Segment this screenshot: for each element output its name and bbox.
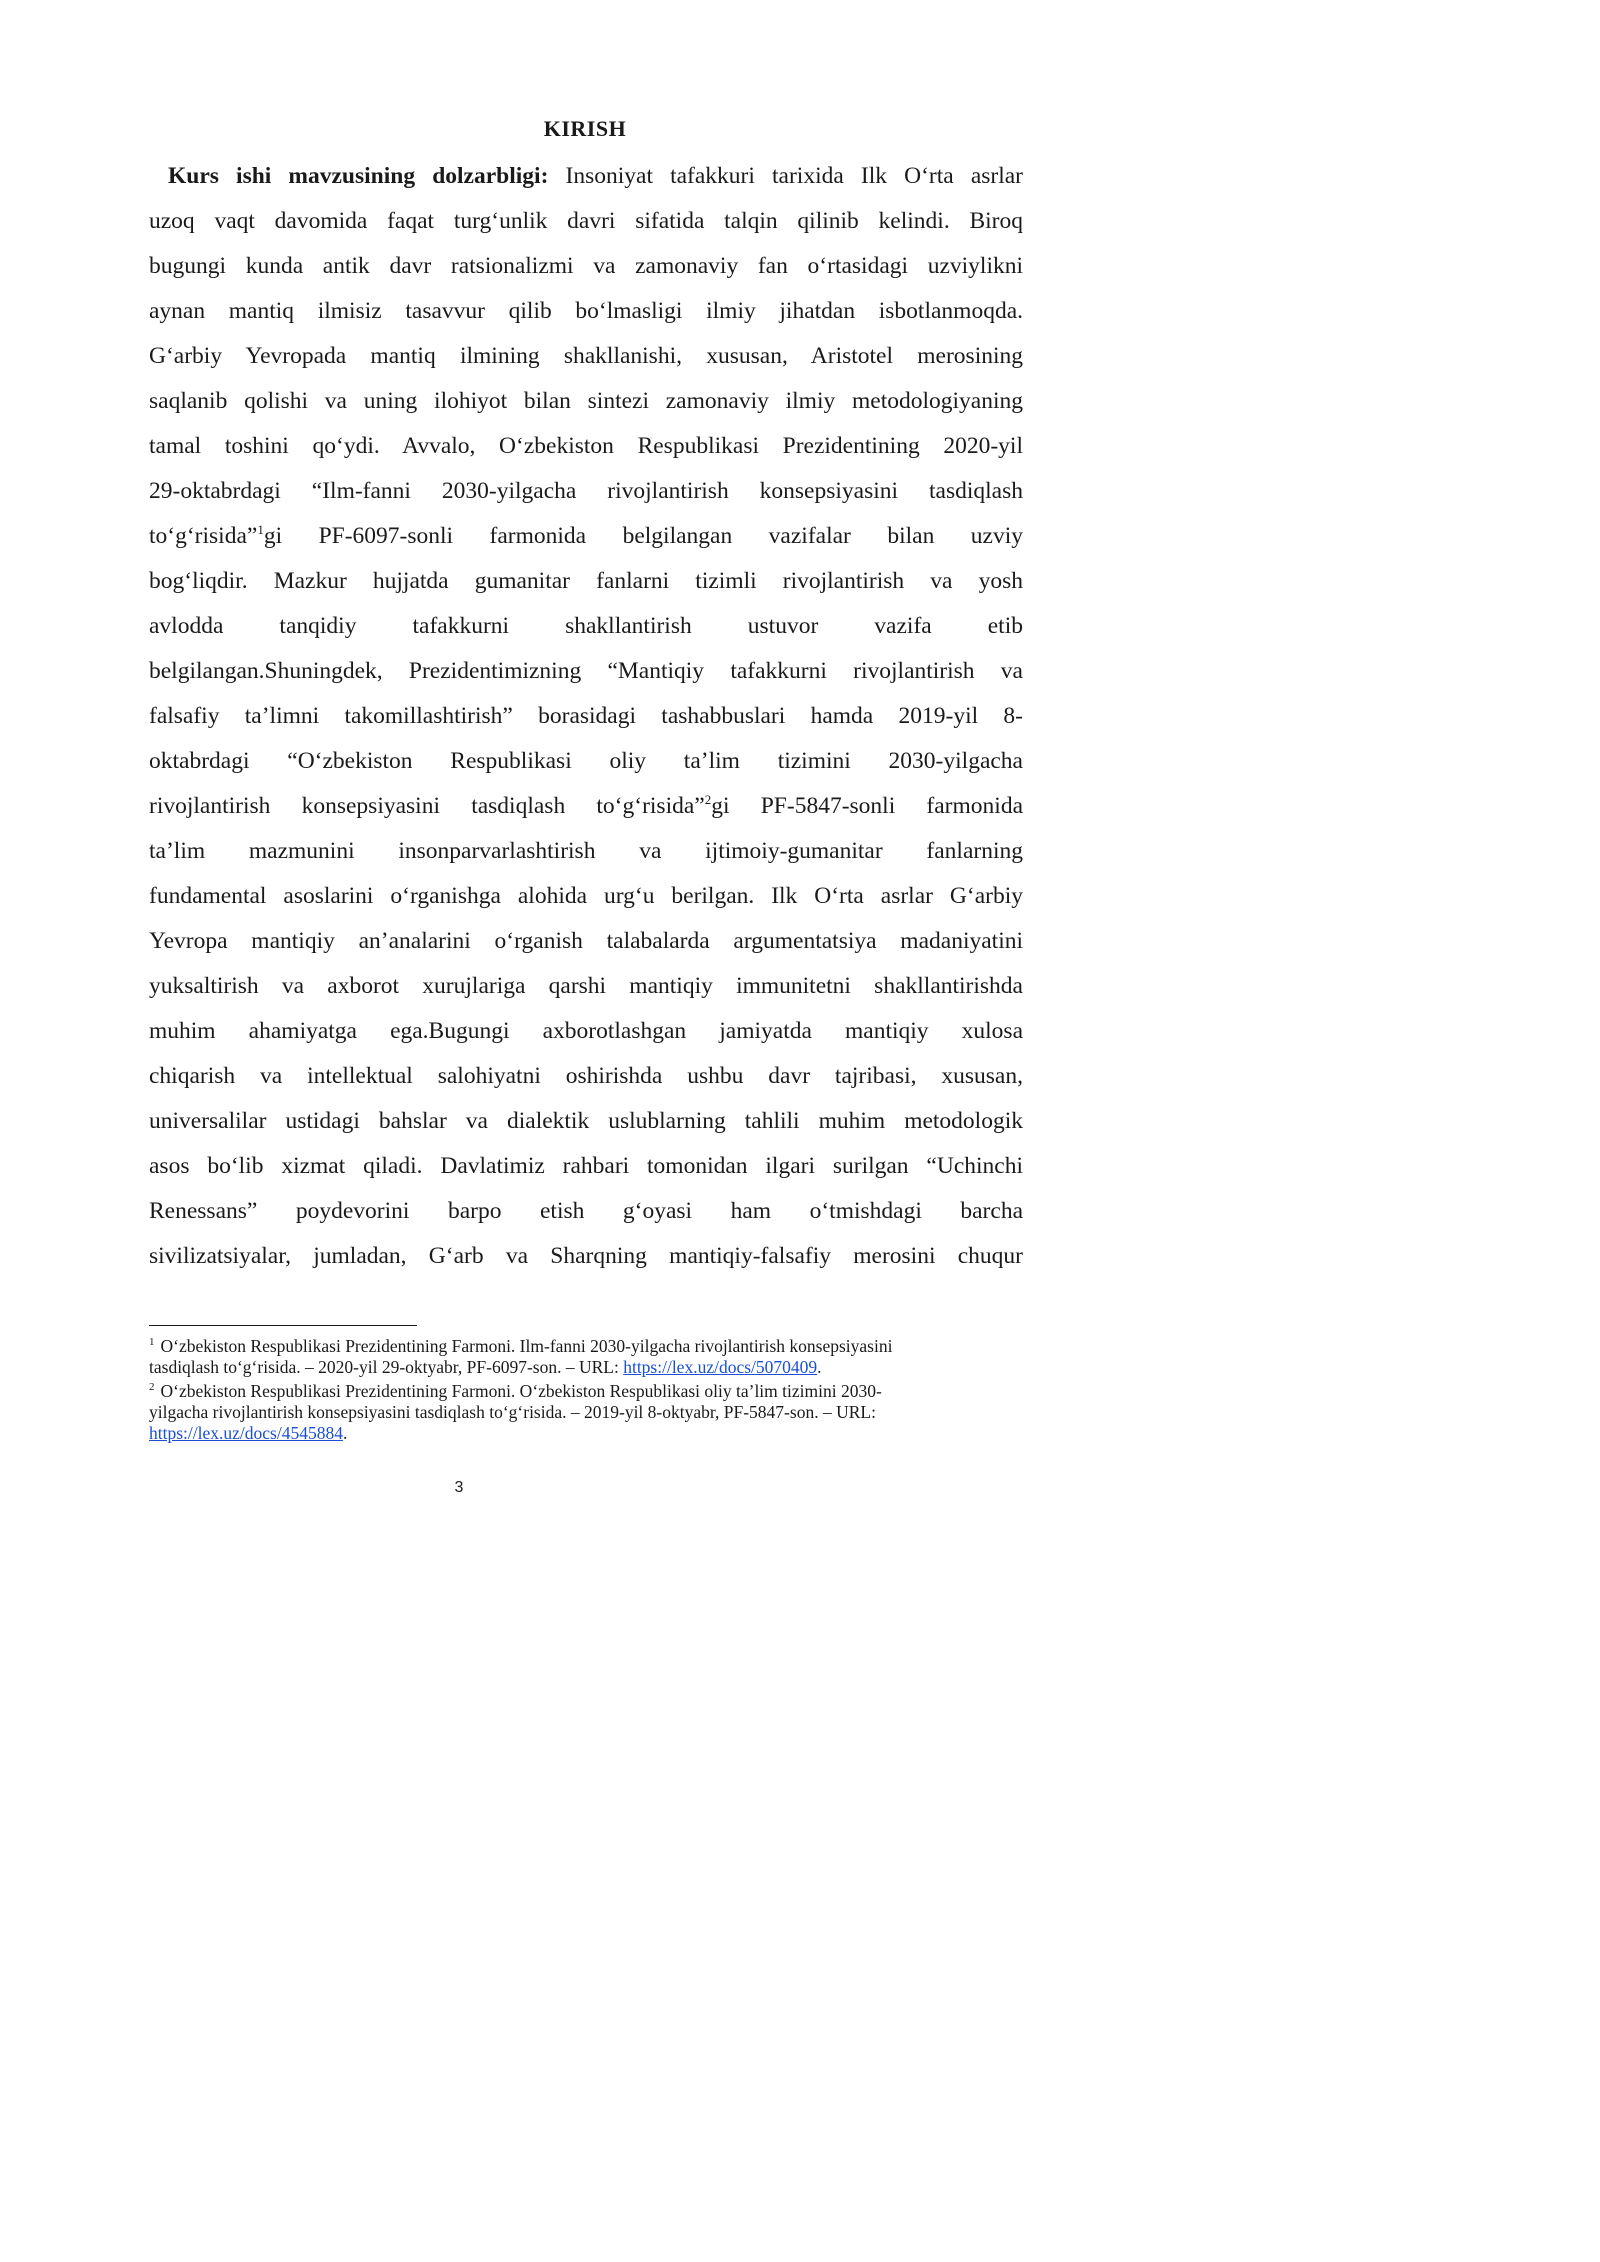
footnote-line xyxy=(149,1357,1023,1378)
document-page xyxy=(0,0,1110,1568)
paragraph-line xyxy=(149,154,1023,199)
paragraph-line-with-footnote-2 xyxy=(149,784,1023,829)
footnote-number: 1 xyxy=(149,1336,155,1349)
footnote-number: 2 xyxy=(149,1381,155,1394)
paragraph-line: aynan mantiq ilmisiz tasavvur qilib bo‘lmasligi ilmiy jihatdan isbotlanmoqda. xyxy=(149,298,1023,324)
paragraph-line: asos bo‘lib xizmat qiladi. Davlatimiz rahbari tomonidan ilgari surilgan “Uchinchi xyxy=(149,1153,1023,1179)
line-text: rivojlantirish konsepsiyasini tasdiqlash to‘g‘risida” xyxy=(149,793,705,819)
paragraph-line: bugungi kunda antik davr ratsionalizmi va zamonaviy fan o‘rtasidagi uzviylikni xyxy=(149,253,1023,279)
footnote-separator xyxy=(149,1325,417,1326)
footnote-line xyxy=(149,1423,1023,1444)
paragraph-line: Renessans” poydevorini barpo etish g‘oyasi ham o‘tmishdagi barcha xyxy=(149,1198,1023,1224)
page-number: 3 xyxy=(454,1479,464,1496)
footnote-link[interactable]: https://lex.uz/docs/5070409 xyxy=(623,1357,818,1377)
paragraph-line: ta’lim mazmunini insonparvarlashtirish va ijtimoiy-gumanitar fanlarning xyxy=(149,838,1023,864)
footnote-text: . xyxy=(817,1357,822,1377)
footnote-2 xyxy=(149,1381,1023,1444)
footnote-ref-2[interactable]: 2 xyxy=(704,792,712,808)
paragraph-line: muhim ahamiyatga ega.Bugungi axborotlashgan jamiyatda mantiqiy xulosa xyxy=(149,1018,1023,1044)
lead-phrase: Kurs ishi mavzusining dolzarbligi: xyxy=(168,163,549,189)
paragraph-line: avlodda tanqidiy tafakkurni shakllantirish ustuvor vazifa etib xyxy=(149,613,1023,639)
footnote-link[interactable]: https://lex.uz/docs/4545884 xyxy=(149,1423,343,1443)
paragraph-line-with-footnote-1 xyxy=(149,514,1023,559)
paragraph-line: sivilizatsiyalar, jumladan, G‘arb va Sharqning mantiqiy-falsafiy merosini chuqur xyxy=(149,1243,1023,1269)
footnote-line xyxy=(149,1381,1023,1402)
paragraph-line: fundamental asoslarini o‘rganishga alohida urg‘u berilgan. Ilk O‘rta asrlar G‘arbiy xyxy=(149,883,1023,909)
line-text: to‘g‘risida” xyxy=(149,523,258,549)
footnote-line xyxy=(149,1336,1023,1357)
paragraph-line: Yevropa mantiqiy an’analarini o‘rganish talabalarda argumentatsiya madaniyatini xyxy=(149,928,1023,954)
paragraph-line: saqlanib qolishi va uning ilohiyot bilan sintezi zamonaviy ilmiy metodologiyaning xyxy=(149,388,1023,414)
paragraph-line: G‘arbiy Yevropada mantiq ilmining shakllanishi, xususan, Aristotel merosining xyxy=(149,343,1023,369)
paragraph-line: chiqarish va intellektual salohiyatni oshirishda ushbu davr tajribasi, xususan, xyxy=(149,1063,1023,1089)
footnote-text: O‘zbekiston Respublikasi Prezidentining Farmoni. O‘zbekiston Respublikasi oliy ta’lim tizimini 2030- xyxy=(160,1381,882,1401)
paragraph-line: tamal toshini qo‘ydi. Avvalo, O‘zbekiston Respublikasi Prezidentining 2020-yil xyxy=(149,433,1023,459)
footnote-text: . xyxy=(342,1423,348,1443)
paragraph-line: falsafiy ta’limni takomillashtirish” borasidagi tashabbuslari hamda 2019-yil 8- xyxy=(149,703,1023,729)
line-text: Insoniyat tafakkuri tarixida Ilk O‘rta asrlar xyxy=(548,163,1023,189)
footnote-line: yilgacha rivojlantirish konsepsiyasini tasdiqlash to‘g‘risida. – 2019-yil 8-oktyabr, PF-5847-son. – URL: xyxy=(149,1402,876,1422)
paragraph-line: universalilar ustidagi bahslar va dialektik uslublarning tahlili muhim metodologik xyxy=(149,1108,1023,1134)
section-heading: KIRISH xyxy=(543,116,627,141)
paragraph-line: yuksaltirish va axborot xurujlariga qarshi mantiqiy immunitetni shakllantirishda xyxy=(149,973,1023,999)
paragraph-line: bog‘liqdir. Mazkur hujjatda gumanitar fanlarni tizimli rivojlantirish va yosh xyxy=(149,568,1023,594)
footnote-1 xyxy=(149,1336,1023,1378)
line-text: gi PF-6097-sonli farmonida belgilangan vazifalar bilan uzviy xyxy=(263,523,1023,549)
paragraph-line: oktabrdagi “O‘zbekiston Respublikasi oliy ta’lim tizimini 2030-yilgacha xyxy=(149,748,1023,774)
paragraph-line: uzoq vaqt davomida faqat turg‘unlik davri sifatida talqin qilinib kelindi. Biroq xyxy=(149,208,1023,234)
footnote-ref-1[interactable]: 1 xyxy=(257,522,264,538)
line-text: gi PF-5847-sonli farmonida xyxy=(711,793,1023,819)
paragraph-line: 29-oktabrdagi “Ilm-fanni 2030-yilgacha rivojlantirish konsepsiyasini tasdiqlash xyxy=(149,478,1023,504)
footnote-text: tasdiqlash to‘g‘risida. – 2020-yil 29-oktyabr, PF-6097-son. – URL: xyxy=(149,1357,624,1377)
footnotes xyxy=(149,1336,1023,1447)
paragraph-line: belgilangan.Shuningdek, Prezidentimizning “Mantiqiy tafakkurni rivojlantirish va xyxy=(149,658,1023,684)
intro-paragraph xyxy=(149,154,1023,1279)
footnote-text: O‘zbekiston Respublikasi Prezidentining Farmoni. Ilm-fanni 2030-yilgacha rivojlantirish konsepsiyasini xyxy=(160,1336,893,1356)
